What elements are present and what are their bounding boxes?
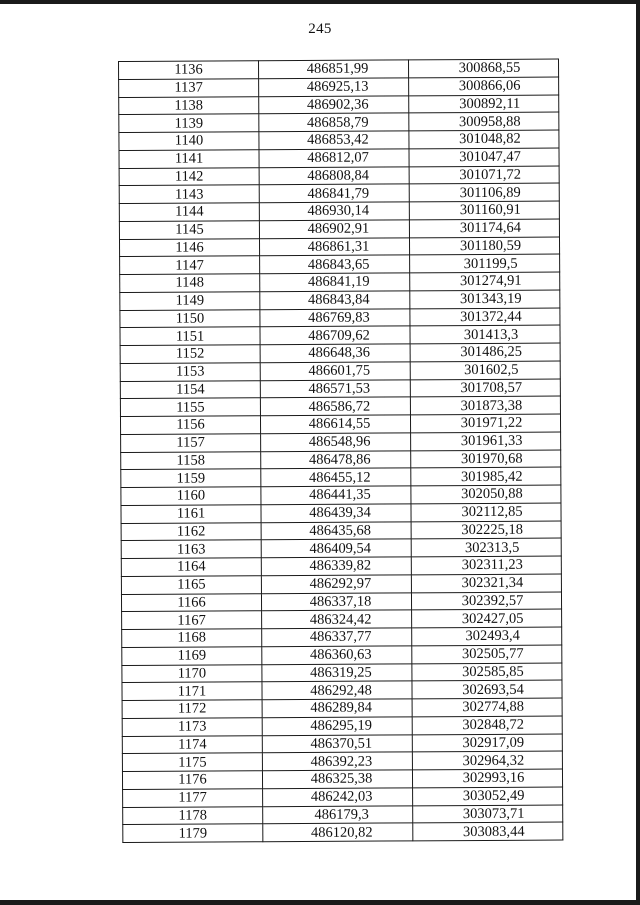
point-number-cell: 1171	[122, 682, 262, 701]
point-number-cell: 1137	[119, 78, 259, 97]
y-coordinate-cell: 302917,09	[412, 734, 562, 753]
x-coordinate-cell: 486851,99	[259, 60, 409, 79]
point-number-cell: 1164	[121, 558, 261, 577]
y-coordinate-cell: 303073,71	[413, 805, 563, 824]
point-number-cell: 1159	[121, 469, 261, 488]
table-row	[122, 716, 562, 736]
table-row	[120, 414, 560, 434]
coordinates-table	[118, 59, 563, 843]
x-coordinate-cell: 486292,97	[261, 575, 411, 594]
table-row	[120, 290, 560, 310]
x-coordinate-cell: 486325,38	[262, 770, 412, 789]
x-coordinate-cell: 486242,03	[263, 788, 413, 807]
table-row	[119, 219, 559, 239]
y-coordinate-cell: 302693,54	[412, 680, 562, 699]
x-coordinate-cell: 486292,48	[262, 681, 412, 700]
point-number-cell: 1169	[122, 646, 262, 665]
x-coordinate-cell: 486930,14	[259, 202, 409, 221]
y-coordinate-cell: 301486,25	[410, 343, 560, 362]
y-coordinate-cell: 302321,34	[411, 574, 561, 593]
point-number-cell: 1167	[122, 611, 262, 630]
table-row	[121, 556, 561, 576]
x-coordinate-cell: 486360,63	[262, 646, 412, 665]
table-row	[119, 237, 559, 257]
table-row	[120, 379, 560, 399]
y-coordinate-cell: 300892,11	[409, 95, 559, 114]
table-row	[121, 538, 561, 558]
x-coordinate-cell: 486614,55	[260, 415, 410, 434]
x-coordinate-cell: 486841,79	[259, 184, 409, 203]
y-coordinate-cell: 300958,88	[409, 112, 559, 131]
table-row	[121, 467, 561, 487]
y-coordinate-cell: 301199,5	[410, 254, 560, 273]
table-row	[119, 59, 559, 79]
point-number-cell: 1157	[121, 433, 261, 452]
point-number-cell: 1136	[119, 61, 259, 80]
point-number-cell: 1151	[120, 327, 260, 346]
coordinates-table-container	[118, 59, 562, 843]
y-coordinate-cell: 301708,57	[410, 379, 560, 398]
x-coordinate-cell: 486548,96	[261, 433, 411, 452]
point-number-cell: 1140	[119, 132, 259, 151]
y-coordinate-cell: 302392,57	[411, 592, 561, 611]
point-number-cell: 1150	[120, 309, 260, 328]
point-number-cell: 1170	[122, 664, 262, 683]
x-coordinate-cell: 486709,62	[260, 326, 410, 345]
point-number-cell: 1163	[121, 540, 261, 559]
table-row	[119, 77, 559, 97]
y-coordinate-cell: 302112,85	[411, 503, 561, 522]
y-coordinate-cell: 303052,49	[413, 787, 563, 806]
x-coordinate-cell: 486441,35	[261, 486, 411, 505]
y-coordinate-cell: 302225,18	[411, 521, 561, 540]
y-coordinate-cell: 301160,91	[409, 201, 559, 220]
y-coordinate-cell: 302964,32	[412, 751, 562, 770]
x-coordinate-cell: 486902,91	[259, 220, 409, 239]
point-number-cell: 1160	[121, 487, 261, 506]
point-number-cell: 1168	[122, 629, 262, 648]
x-coordinate-cell: 486853,42	[259, 131, 409, 150]
point-number-cell: 1166	[121, 593, 261, 612]
point-number-cell: 1177	[123, 788, 263, 807]
table-row	[120, 396, 560, 416]
point-number-cell: 1175	[122, 753, 262, 772]
x-coordinate-cell: 486586,72	[260, 397, 410, 416]
point-number-cell: 1172	[122, 700, 262, 719]
point-number-cell: 1165	[121, 575, 261, 594]
table-row	[121, 592, 561, 612]
table-row	[123, 787, 563, 807]
y-coordinate-cell: 302774,88	[412, 698, 562, 717]
y-coordinate-cell: 301372,44	[410, 308, 560, 327]
y-coordinate-cell: 301971,22	[410, 414, 560, 433]
scan-border-top	[0, 0, 640, 4]
table-row	[123, 805, 563, 825]
table-row	[119, 166, 559, 186]
table-row	[122, 663, 562, 683]
table-row	[123, 822, 563, 842]
y-coordinate-cell: 301602,5	[410, 361, 560, 380]
x-coordinate-cell: 486601,75	[260, 362, 410, 381]
x-coordinate-cell: 486902,36	[259, 95, 409, 114]
table-row	[122, 698, 562, 718]
point-number-cell: 1141	[119, 149, 259, 168]
point-number-cell: 1156	[120, 416, 260, 435]
y-coordinate-cell: 302585,85	[412, 663, 562, 682]
y-coordinate-cell: 301174,64	[409, 219, 559, 238]
point-number-cell: 1146	[119, 238, 259, 257]
y-coordinate-cell: 301413,3	[410, 325, 560, 344]
table-row	[122, 645, 562, 665]
table-row	[121, 450, 561, 470]
table-row	[122, 680, 562, 700]
x-coordinate-cell: 486571,53	[260, 379, 410, 398]
x-coordinate-cell: 486339,82	[261, 557, 411, 576]
table-row	[121, 503, 561, 523]
table-row	[119, 183, 559, 203]
x-coordinate-cell: 486769,83	[260, 308, 410, 327]
point-number-cell: 1162	[121, 522, 261, 541]
point-number-cell: 1142	[119, 167, 259, 186]
table-row	[119, 148, 559, 168]
point-number-cell: 1145	[119, 220, 259, 239]
scan-border-right	[636, 0, 640, 905]
y-coordinate-cell: 302427,05	[412, 609, 562, 628]
x-coordinate-cell: 486843,65	[260, 255, 410, 274]
x-coordinate-cell: 486808,84	[259, 166, 409, 185]
y-coordinate-cell: 301048,82	[409, 130, 559, 149]
point-number-cell: 1149	[120, 291, 260, 310]
x-coordinate-cell: 486861,31	[259, 237, 409, 256]
y-coordinate-cell: 300866,06	[409, 77, 559, 96]
table-row	[120, 254, 560, 274]
table-row	[121, 485, 561, 505]
point-number-cell: 1179	[123, 824, 263, 843]
y-coordinate-cell: 302848,72	[412, 716, 562, 735]
table-row	[122, 751, 562, 771]
table-row	[120, 361, 560, 381]
y-coordinate-cell: 301047,47	[409, 148, 559, 167]
scan-border-bottom	[0, 900, 640, 905]
point-number-cell: 1152	[120, 345, 260, 364]
y-coordinate-cell: 301873,38	[410, 396, 560, 415]
y-coordinate-cell: 303083,44	[413, 822, 563, 841]
x-coordinate-cell: 486324,42	[262, 610, 412, 629]
table-row	[119, 130, 559, 150]
y-coordinate-cell: 301071,72	[409, 166, 559, 185]
x-coordinate-cell: 486337,18	[261, 592, 411, 611]
y-coordinate-cell: 301985,42	[411, 467, 561, 486]
point-number-cell: 1178	[123, 806, 263, 825]
x-coordinate-cell: 486392,23	[262, 752, 412, 771]
point-number-cell: 1161	[121, 504, 261, 523]
y-coordinate-cell: 301961,33	[411, 432, 561, 451]
table-row	[119, 112, 559, 132]
table-row	[122, 769, 562, 789]
table-row	[120, 325, 560, 345]
x-coordinate-cell: 486289,84	[262, 699, 412, 718]
point-number-cell: 1138	[119, 96, 259, 115]
page-number: 245	[308, 21, 332, 37]
table-row	[120, 308, 560, 328]
point-number-cell: 1158	[121, 451, 261, 470]
table-row	[120, 343, 560, 363]
y-coordinate-cell: 302313,5	[411, 538, 561, 557]
point-number-cell: 1147	[120, 256, 260, 275]
y-coordinate-cell: 302493,4	[412, 627, 562, 646]
x-coordinate-cell: 486319,25	[262, 663, 412, 682]
x-coordinate-cell: 486337,77	[262, 628, 412, 647]
coordinates-table-body	[119, 59, 563, 842]
table-row	[122, 609, 562, 629]
table-row	[120, 272, 560, 292]
y-coordinate-cell: 302311,23	[411, 556, 561, 575]
point-number-cell: 1148	[120, 274, 260, 293]
x-coordinate-cell: 486812,07	[259, 149, 409, 168]
x-coordinate-cell: 486841,19	[260, 273, 410, 292]
point-number-cell: 1144	[119, 203, 259, 222]
point-number-cell: 1155	[120, 398, 260, 417]
y-coordinate-cell: 301106,89	[409, 183, 559, 202]
y-coordinate-cell: 301343,19	[410, 290, 560, 309]
table-row	[119, 95, 559, 115]
table-row	[119, 201, 559, 221]
x-coordinate-cell: 486295,19	[262, 717, 412, 736]
table-row	[121, 574, 561, 594]
y-coordinate-cell: 301970,68	[411, 450, 561, 469]
y-coordinate-cell: 302993,16	[412, 769, 562, 788]
x-coordinate-cell: 486843,84	[260, 291, 410, 310]
table-row	[121, 432, 561, 452]
point-number-cell: 1154	[120, 380, 260, 399]
x-coordinate-cell: 486435,68	[261, 521, 411, 540]
table-row	[122, 734, 562, 754]
y-coordinate-cell: 301274,91	[410, 272, 560, 291]
x-coordinate-cell: 486455,12	[261, 468, 411, 487]
x-coordinate-cell: 486925,13	[259, 78, 409, 97]
x-coordinate-cell: 486648,36	[260, 344, 410, 363]
point-number-cell: 1176	[122, 771, 262, 790]
y-coordinate-cell: 301180,59	[409, 237, 559, 256]
y-coordinate-cell: 300868,55	[408, 59, 558, 78]
point-number-cell: 1153	[120, 362, 260, 381]
x-coordinate-cell: 486120,82	[263, 823, 413, 842]
y-coordinate-cell: 302505,77	[412, 645, 562, 664]
x-coordinate-cell: 486370,51	[262, 734, 412, 753]
point-number-cell: 1139	[119, 114, 259, 133]
x-coordinate-cell: 486409,54	[261, 539, 411, 558]
x-coordinate-cell: 486478,86	[261, 450, 411, 469]
x-coordinate-cell: 486858,79	[259, 113, 409, 132]
table-row	[121, 521, 561, 541]
point-number-cell: 1174	[122, 735, 262, 754]
table-row	[122, 627, 562, 647]
point-number-cell: 1143	[119, 185, 259, 204]
y-coordinate-cell: 302050,88	[411, 485, 561, 504]
point-number-cell: 1173	[122, 717, 262, 736]
x-coordinate-cell: 486179,3	[263, 805, 413, 824]
x-coordinate-cell: 486439,34	[261, 504, 411, 523]
